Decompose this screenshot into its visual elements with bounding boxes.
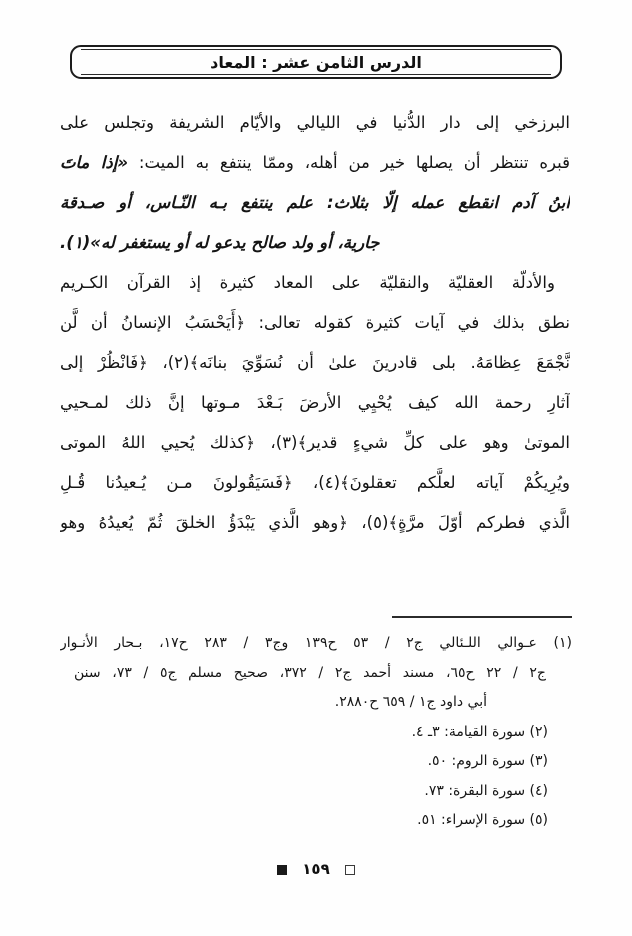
body-line-9: الموتىٰ وهو على كلِّ شيءٍ قدير﴾(٣)، ﴿كذلك يُحيي اللهُ الموتى (60, 433, 570, 452)
footnote-1-line-1: (١) عـوالي اللـئالي ج٢ / ٥٣ ح١٣٩ وج٣ / ٢٨٣ ح١٧، بـحار الأنـوار (60, 635, 572, 651)
footnote-1-line-3: أبي داود ج١ / ٦٥٩ ح٢٨٨٠. (334, 694, 487, 710)
page-footer (0, 862, 632, 877)
hadith-quote-start: «إذا ماتَ (60, 153, 129, 172)
body-line-5: والأدلّة العقليّة والنقليّة على المعاد كثيرة إذ القرآن الكـريم (60, 273, 555, 292)
footnote-5: (٥) سورة الإسراء: ٥١. (417, 812, 548, 828)
body-line-1: البرزخي إلى دار الدُّنيا في الليالي والأيّام الشريفة وتجلس على (60, 113, 570, 132)
footnote-2: (٢) سورة القيامة: ٣ـ ٤. (411, 723, 548, 740)
lesson-title: الدرس الثامن عشر : المعاد (210, 52, 422, 72)
footnote-separator (392, 616, 572, 618)
hollow-square-icon (345, 865, 355, 875)
footnote-4: (٤) سورة البقرة: ٧٣. (424, 782, 548, 799)
footnotes-block (60, 629, 572, 836)
body-line-4-hadith-end: جارية، أو ولد صالح يدعو له أو يستغفر له»(١). (60, 233, 380, 252)
body-line-7: نَّجْمَعَ عِظامَهُ. بلى قادرينَ علىٰ أن نُسَوِّيَ بنانَه﴾(٢)، ﴿فَانْظُرْ إلى (60, 353, 570, 372)
filled-square-icon (277, 865, 287, 875)
body-line-8: آثارِ رحمة الله كيف يُحْيِي الأرضَ بَـعْدَ مـوتها إنَّ ذلك لمـحيي (60, 393, 570, 412)
body-line-2-normal: قبره تنتظر أن يصلها خير من أهله، وممّا ينتفع به الميت: (128, 153, 570, 172)
body-line-2 (60, 143, 570, 183)
body-line-3-hadith: ابنُ آدم انقطع عمله إلّا بثلاث: علم ينتفع بـه النّـاس، أو صـدقة (60, 193, 570, 212)
page-number: ١٥٩ (302, 860, 330, 878)
body-line-11: الَّذي فطركم أوّلَ مرَّةٍ﴾(٥)، ﴿وهو الَّذي يَبْدَؤُ الخلقَ ثُمّ يُعيدُهُ وهو (60, 513, 570, 532)
body-line-6: نطق بذلك في آيات كثيرة كقوله تعالى: ﴿أَيَحْسَبُ الإنسانُ أن لَّن (60, 313, 570, 332)
lesson-header-box (70, 45, 562, 79)
body-line-10: ويُرِيكُمْ آياته لعلَّكم تعقلونَ﴾(٤)، ﴿فَسَيَقُولونَ مـن يُـعيدُنا قُـلِ (60, 473, 570, 492)
body-text (60, 103, 570, 543)
footnote-3: (٣) سورة الروم: ٥٠. (427, 753, 548, 769)
footnote-1-line-2: ج٢ / ٢٢ ح٦٥، مسند أحمد ج٢ / ٣٧٢، صحيح مسلم ج٥ / ٧٣، سنن (74, 664, 546, 681)
